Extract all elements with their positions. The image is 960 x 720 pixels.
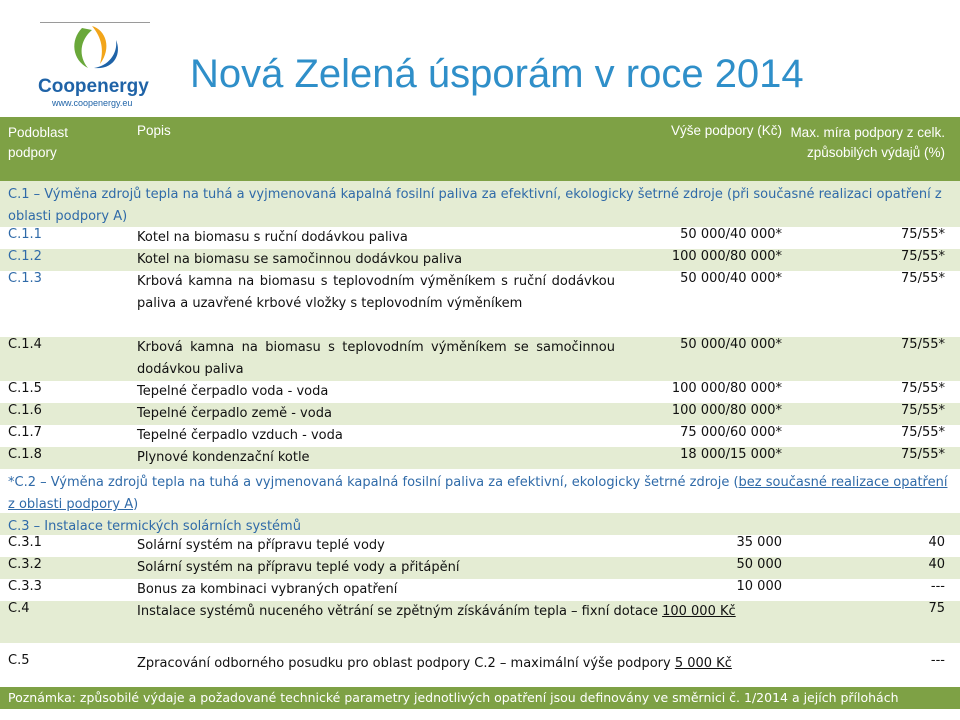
- row-amount: 50 000/40 000*: [680, 271, 782, 286]
- table-row: [0, 425, 960, 447]
- row-code: C.1.5: [8, 381, 42, 396]
- logo-url: www.coopenergy.eu: [52, 98, 133, 108]
- header-amount: Výše podpory (Kč): [670, 123, 782, 138]
- row-rate: 75/55*: [901, 381, 945, 396]
- row-amount: 35 000: [736, 535, 782, 550]
- logo-wordmark: Coopenergy: [38, 76, 149, 97]
- header-max-rate: Max. míra podpory z celk. způsobilých výdajů (%): [790, 125, 945, 160]
- row-code: C.1.2: [8, 249, 42, 264]
- row-code: C.1.4: [8, 337, 42, 352]
- table-row: [0, 557, 960, 579]
- row-rate: 75/55*: [901, 249, 945, 264]
- section-c2-underlined: bez současné realizace opatření z oblasti podpory A: [8, 475, 948, 512]
- table-row: [0, 227, 960, 249]
- row-amount: 50 000/40 000*: [680, 337, 782, 352]
- row-description: Plynové kondenzační kotle: [137, 450, 310, 465]
- table-row: [0, 337, 960, 381]
- row-description: Tepelné čerpadlo voda - voda: [137, 384, 329, 399]
- table-row: [0, 249, 960, 271]
- row-code: C.1.7: [8, 425, 42, 440]
- row-code: C.5: [8, 653, 30, 668]
- row-amount: 75 000/60 000*: [680, 425, 782, 440]
- row-amount: 50 000: [736, 557, 782, 572]
- row-c5-amount: 5 000 Kč: [674, 656, 732, 671]
- row-description: Bonus za kombinaci vybraných opatření: [137, 582, 398, 597]
- table-row: [0, 271, 960, 337]
- row-rate: 75/55*: [901, 337, 945, 352]
- table-row-c4: [0, 601, 960, 643]
- table-row: [0, 579, 960, 601]
- coopenergy-logo: [30, 20, 160, 112]
- row-c5-text: Zpracování odborného posudku pro oblast podpory C.2 – maximální výše podpory: [137, 656, 675, 671]
- row-rate: 75/55*: [901, 447, 945, 462]
- row-code: C.4: [8, 601, 30, 616]
- table-row: [0, 447, 960, 469]
- row-description: Solární systém na přípravu teplé vody a přitápění: [137, 560, 460, 575]
- row-description: Tepelné čerpadlo země - voda: [137, 406, 332, 421]
- table-row: [0, 403, 960, 425]
- header-description: Popis: [137, 123, 171, 138]
- row-description: [137, 601, 737, 643]
- row-rate: 75/55*: [901, 227, 945, 242]
- row-rate: 75/55*: [901, 403, 945, 418]
- row-c4-text: Instalace systémů nuceného větrání se zpětným získáváním tepla – fixní dotace: [137, 604, 663, 619]
- row-code: C.3.3: [8, 579, 42, 594]
- row-description: Kotel na biomasu se samočinnou dodávkou paliva: [137, 252, 463, 267]
- row-rate: ---: [930, 653, 945, 668]
- section-c2-title: [8, 472, 948, 513]
- header-area: Podoblast podpory: [8, 125, 69, 160]
- row-code: C.1.8: [8, 447, 42, 462]
- row-description: Solární systém na přípravu teplé vody: [137, 538, 385, 553]
- row-code: C.3.2: [8, 557, 42, 572]
- row-rate: 75: [928, 601, 945, 616]
- section-c3: [0, 513, 960, 535]
- row-description: Krbová kamna na biomasu s teplovodním výměníkem se samočinnou dodávkou paliva: [137, 340, 615, 377]
- table-header: [0, 117, 960, 181]
- section-c2-prefix: *C.2 – Výměna zdrojů tepla na tuhá a vyjmenovaná kapalná fosilní paliva za efektivní, ekologicky šetrné zdroje (: [8, 475, 739, 490]
- section-c2: [0, 469, 960, 513]
- row-code: C.1.1: [8, 227, 42, 242]
- row-rate: ---: [930, 579, 945, 594]
- row-description: [137, 653, 737, 687]
- row-rate: 40: [928, 557, 945, 572]
- row-amount: 18 000/15 000*: [680, 447, 782, 462]
- row-rate: 40: [928, 535, 945, 550]
- footnote-text: Poznámka: způsobilé výdaje a požadované technické parametry jednotlivých opatření jsou definovány ve směrnici č. 1/2014 a jejích přílohách: [8, 690, 899, 705]
- row-rate: 75/55*: [901, 425, 945, 440]
- row-amount: 50 000/40 000*: [680, 227, 782, 242]
- row-amount: 10 000: [736, 579, 782, 594]
- table-row: [0, 535, 960, 557]
- row-description: Krbová kamna na biomasu s teplovodním výměníkem s ruční dodávkou paliva a uzavřené krbové vložky s teplovodním výměníkem: [137, 274, 615, 311]
- logo-swoosh-icon: [74, 26, 118, 68]
- section-c1: [0, 181, 960, 227]
- row-code: C.1.6: [8, 403, 42, 418]
- row-amount: 100 000/80 000*: [671, 249, 782, 264]
- row-description: Kotel na biomasu s ruční dodávkou paliva: [137, 230, 408, 245]
- section-c1-title: C.1 – Výměna zdrojů tepla na tuhá a vyjmenovaná kapalná fosilní paliva za efektivní, ekologicky šetrné zdroje (při současné realizaci opatření z oblasti podpory A): [8, 187, 942, 224]
- subsidy-table: [0, 117, 960, 709]
- row-description: Tepelné čerpadlo vzduch - voda: [137, 428, 343, 443]
- slide-title: Nová Zelená úsporám v roce 2014: [190, 52, 804, 96]
- row-amount: 100 000/80 000*: [671, 381, 782, 396]
- row-rate: 75/55*: [901, 271, 945, 286]
- row-amount: 100 000/80 000*: [671, 403, 782, 418]
- table-row-c5: [0, 643, 960, 687]
- section-c3-title: C.3 – Instalace termických solárních systémů: [8, 519, 301, 534]
- row-c4-amount: 100 000 Kč: [662, 604, 736, 619]
- row-code: C.3.1: [8, 535, 42, 550]
- row-code: C.1.3: [8, 271, 42, 286]
- footnote: [0, 687, 960, 709]
- section-c2-suffix: ): [133, 497, 139, 512]
- table-row: [0, 381, 960, 403]
